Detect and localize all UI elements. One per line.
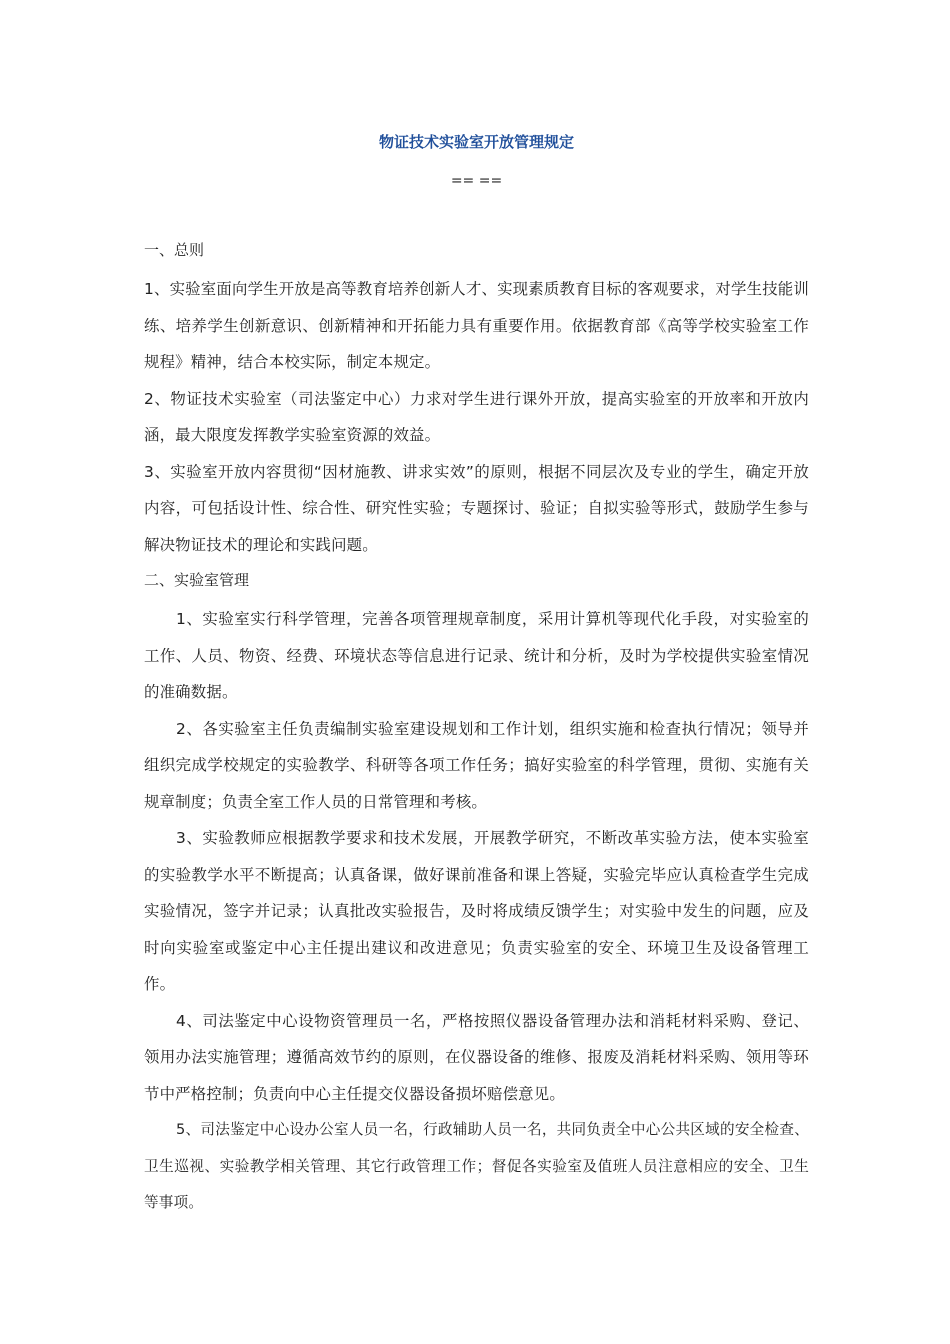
document-body [144,235,809,1222]
management-paragraph-5: 5、司法鉴定中心设办公室人员一名，行政辅助人员一名，共同负责全中心公共区域的安全检查、卫生巡视、实验教学相关管理、其它行政管理工作；督促各实验室及值班人员注意相应的安全、卫生等事项。 [144,1121,809,1211]
general-paragraph-2: 2、物证技术实验室（司法鉴定中心）力求对学生进行课外开放，提高实验室的开放率和开放内涵，最大限度发挥教学实验室资源的效益。 [144,389,809,444]
management-paragraph-4: 4、司法鉴定中心设物资管理员一名，严格按照仪器设备管理办法和消耗材料采购、登记、领用办法实施管理；遵循高效节约的原则，在仪器设备的维修、报废及消耗材料采购、领用等环节中严格控制；负责向中心主任提交仪器设备损坏赔偿意见。 [144,1011,809,1103]
section-heading-management: 二、实验室管理 [144,571,250,589]
management-paragraph-1: 1、实验室实行科学管理，完善各项管理规章制度，采用计算机等现代化手段，对实验室的工作、人员、物资、经费、环境状态等信息进行记录、统计和分析，及时为学校提供实验室情况的准确数据。 [144,610,809,701]
management-paragraph-3: 3、实验教师应根据教学要求和技术发展，开展教学研究，不断改革实验方法，使本实验室的实验教学水平不断提高；认真备课，做好课前准备和课上答疑，实验完毕应认真检查学生完成实验情况，签字并记录；认真批改实验报告，及时将成绩反馈学生；对实验中发生的问题，应及时向实验室或鉴定中心主任提出建议和改进意见；负责实验室的安全、环境卫生及设备管理工作。 [144,829,809,993]
general-paragraph-1: 1、实验室面向学生开放是高等教育培养创新人才、实现素质教育目标的客观要求，对学生技能训练、培养学生创新意识、创新精神和开拓能力具有重要作用。依据教育部《高等学校实验室工作规程》精神，结合本校实际，制定本规定。 [144,280,809,371]
document-subtitle: == == [450,173,503,189]
section-heading-general: 一、总则 [144,241,205,259]
general-paragraph-3: 3、实验室开放内容贯彻“因材施教、讲求实效”的原则，根据不同层次及专业的学生，确定开放内容，可包括设计性、综合性、研究性实验；专题探讨、验证；自拟实验等形式，鼓励学生参与解决物证技术的理论和实践问题。 [144,462,809,554]
management-paragraph-2: 2、各实验室主任负责编制实验室建设规划和工作计划，组织实施和检查执行情况；领导并组织完成学校规定的实验教学、科研等各项工作任务；搞好实验室的科学管理，贯彻、实施有关规章制度；负责全室工作人员的日常管理和考核。 [144,719,809,811]
document-title: 物证技术实验室开放管理规定 [378,133,574,151]
